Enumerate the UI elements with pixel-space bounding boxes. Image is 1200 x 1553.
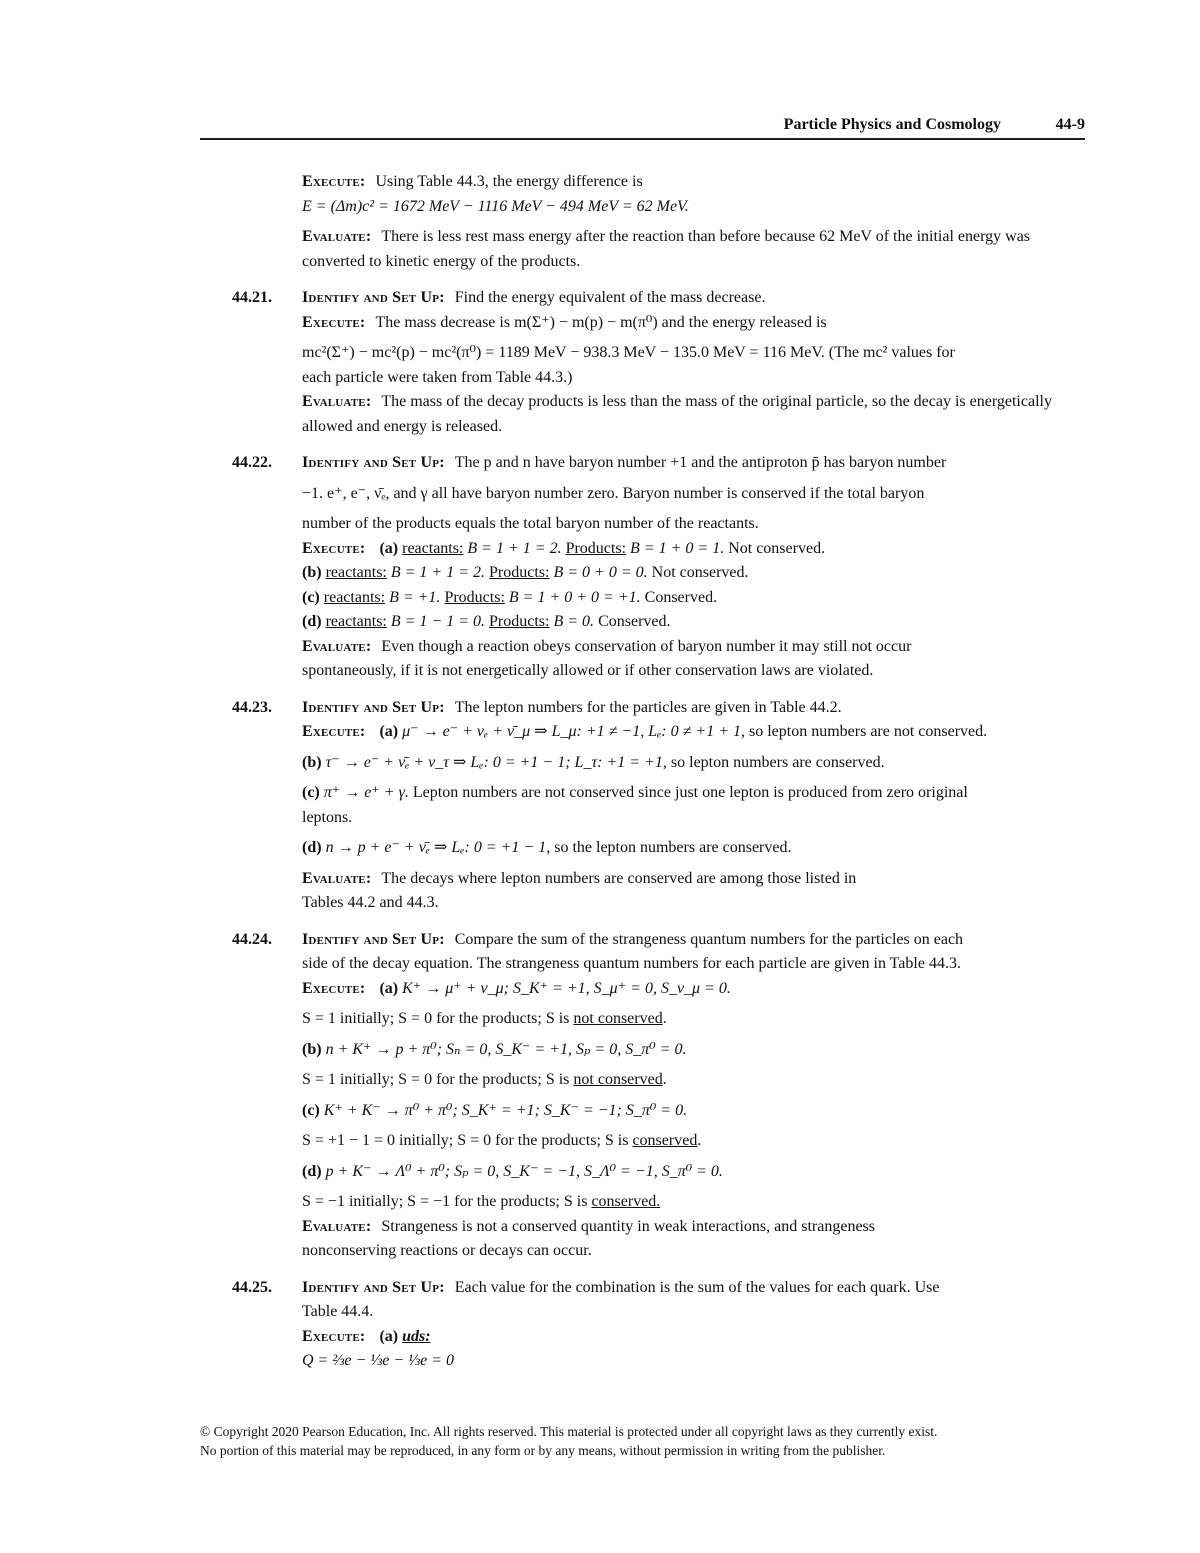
evaluate-text: There is less rest mass energy after the reaction than before because 62 MeV of the initial energy was converted to kinetic energy of the products. (302, 228, 1031, 270)
part-c: (c) reactants: B = +1. Products: B = 1 + 0 + 0 = +1. Conserved. (302, 588, 718, 606)
evaluate-label: Evaluate: (302, 637, 372, 655)
page-header (200, 116, 1085, 140)
evaluate-text: Even though a reaction obeys conservation of baryon number it may still not occur (381, 637, 912, 655)
evaluate-text-2: spontaneously, if it is not energetically allowed or if other conservation laws are violated. (302, 662, 874, 679)
part-d: (d) p + K⁻ → Λ⁰ + π⁰; Sₚ = 0, S_K⁻ = −1, S_Λ⁰ = −1, S_π⁰ = 0. (302, 1162, 723, 1180)
problem-number: 44.25. (232, 1278, 272, 1296)
part-a: Execute: (a) μ⁻ → e⁻ + νₑ + ν̄_μ ⇒ L_μ: +1 ≠ −1, Lₑ: 0 ≠ +1 + 1, so lepton numbers are not conserved. (302, 723, 988, 740)
identify-text: Compare the sum of the strangeness quantum numbers for the particles on each (454, 930, 964, 948)
evaluate-label: Evaluate: (302, 869, 372, 887)
part-b: (b) τ⁻ → e⁻ + ν̄ₑ + ν_τ ⇒ Lₑ: 0 = +1 − 1; L_τ: +1 = +1, so lepton numbers are conserved. (302, 753, 885, 771)
problem-44-24 (232, 928, 1087, 1264)
evaluate-label: Evaluate: (302, 1217, 372, 1235)
identify-text: The lepton numbers for the particles are given in Table 44.2. (454, 698, 842, 716)
problem-44-21 (232, 286, 1087, 439)
header-title: Particle Physics and Cosmology (783, 116, 1001, 133)
equation: Q = ⅔e − ⅓e − ⅓e = 0 (302, 1352, 455, 1369)
part-d: (d) reactants: B = 1 − 1 = 0. Products: B = 0. Conserved. (302, 613, 671, 630)
part-d: (d) n → p + e⁻ + ν̄ₑ ⇒ Lₑ: 0 = +1 − 1, so the lepton numbers are conserved. (302, 839, 792, 856)
execute-label: Execute: (302, 539, 366, 557)
part-c: (c) K⁺ + K⁻ → π⁰ + π⁰; S_K⁺ = +1; S_K⁻ = −1; S_π⁰ = 0. (302, 1101, 688, 1119)
part-a: Execute: (a) reactants: B = 1 + 1 = 2. Products: B = 1 + 0 = 1. Not conserved. (302, 539, 826, 557)
evaluate-label: Evaluate: (302, 393, 372, 410)
evaluate-text: Strangeness is not a conserved quantity in weak interactions, and strangeness (381, 1217, 876, 1235)
identify-text-3: number of the products equals the total baryon number of the reactants. (302, 515, 759, 532)
identify-label: Identify and Set Up: (302, 1278, 445, 1296)
problem-44-25 (232, 1276, 1087, 1374)
identify-text-2: side of the decay equation. The strangeness quantum numbers for each particle are given in Table 44.3. (302, 955, 961, 972)
problem-44-22 (232, 451, 1087, 684)
page-content (232, 170, 1087, 1374)
part-b: (b) n + K⁺ → p + π⁰; Sₙ = 0, S_K⁻ = +1, Sₚ = 0, S_π⁰ = 0. (302, 1040, 687, 1058)
problem-number: 44.22. (232, 454, 272, 471)
execute-label: Execute: (302, 979, 366, 997)
part-c: (c) π⁺ → e⁺ + γ. Lepton numbers are not conserved since just one lepton is produced from zero original (302, 784, 968, 801)
part-a: Execute: (a) K⁺ → μ⁺ + ν_μ; S_K⁺ = +1, S_μ⁺ = 0, S_ν_μ = 0. (302, 979, 731, 997)
equation-continued: each particle were taken from Table 44.3.) (302, 368, 573, 386)
problem-number: 44.23. (232, 698, 272, 716)
part-c-result: S = +1 − 1 = 0 initially; S = 0 for the products; S is conserved. (302, 1132, 702, 1149)
identify-label: Identify and Set Up: (302, 698, 445, 716)
part-a: Execute: (a) uds: (302, 1327, 431, 1345)
identify-text-2: −1. e⁺, e⁻, ν̄ₑ, and γ all have baryon number zero. Baryon number is conserved if the total baryon (302, 484, 925, 502)
identify-label: Identify and Set Up: (302, 930, 445, 948)
identify-label: Identify and Set Up: (302, 454, 445, 471)
execute-text: Using Table 44.3, the energy difference is (375, 173, 643, 190)
identify-text: Each value for the combination is the sum of the values for each quark. Use (454, 1278, 940, 1296)
copyright-footer (200, 1422, 1090, 1460)
evaluate-text-2: nonconserving reactions or decays can occur. (302, 1242, 592, 1259)
identify-text: The p and n have baryon number +1 and the antiproton p̄ has baryon number (454, 454, 947, 471)
part-b-result: S = 1 initially; S = 0 for the products; S is not conserved. (302, 1071, 667, 1088)
execute-label: Execute: (302, 723, 366, 740)
execute-label: Execute: (302, 1327, 366, 1345)
problem-number: 44.21. (232, 289, 272, 306)
equation: E = (Δm)c² = 1672 MeV − 1116 MeV − 494 MeV = 62 MeV. (302, 197, 689, 215)
problem-44-23 (232, 696, 1087, 916)
problem-number: 44.24. (232, 930, 272, 948)
identify-label: Identify and Set Up: (302, 289, 445, 306)
identify-text: Find the energy equivalent of the mass decrease. (454, 289, 766, 306)
execute-label: Execute: (302, 313, 366, 331)
equation: mc²(Σ⁺) − mc²(p) − mc²(π⁰) = 1189 MeV − 938.3 MeV − 135.0 MeV = 116 MeV. (The mc² values for (302, 344, 955, 361)
part-c-continued: leptons. (302, 808, 353, 826)
header-page-number: 44-9 (1055, 116, 1085, 133)
evaluate-text: The mass of the decay products is less than the mass of the original particle, so the decay is energetically allowed and energy is released. (302, 393, 1052, 435)
part-a-result: S = 1 initially; S = 0 for the products; S is not conserved. (302, 1010, 667, 1027)
execute-label: Execute: (302, 173, 366, 190)
part-d-result: S = −1 initially; S = −1 for the products; S is conserved. (302, 1193, 661, 1210)
identify-text-2: Table 44.4. (302, 1303, 374, 1320)
copyright-line-2: No portion of this material may be reproduced, in any form or by any means, without permission in writing from the publisher. (200, 1443, 886, 1458)
copyright-line-1: © Copyright 2020 Pearson Education, Inc. All rights reserved. This material is protected under all copyright laws as they currently exist. (200, 1424, 938, 1439)
execute-text: The mass decrease is m(Σ⁺) − m(p) − m(π⁰) and the energy released is (375, 313, 827, 331)
intro-section (232, 170, 1087, 274)
evaluate-text: The decays where lepton numbers are conserved are among those listed in (381, 869, 857, 887)
part-b: (b) reactants: B = 1 + 1 = 2. Products: B = 0 + 0 = 0. Not conserved. (302, 564, 749, 581)
evaluate-label: Evaluate: (302, 228, 372, 245)
evaluate-text-2: Tables 44.2 and 44.3. (302, 894, 439, 911)
